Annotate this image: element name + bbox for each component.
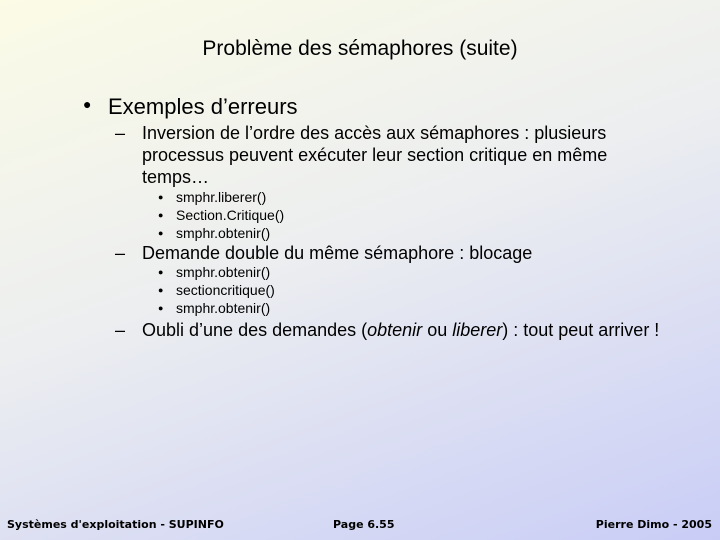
dash-icon: – — [115, 123, 126, 143]
code-line-text: sectioncritique() — [176, 282, 275, 298]
code-line-text: Section.Critique() — [176, 207, 285, 223]
bullet-icon: ● — [158, 192, 164, 202]
bullet-icon: ● — [83, 96, 92, 112]
list-item-text: Inversion de l’ordre des accès aux sémaphores : plusieurs processus peuvent exécuter leur section critique en même temps… — [142, 123, 608, 187]
emphasis-liberer: liberer — [452, 320, 503, 340]
main-bullet-text: Exemples d’erreurs — [108, 94, 298, 119]
emphasis-obtenir: obtenir — [367, 320, 423, 340]
code-line-text: smphr.liberer() — [176, 189, 267, 205]
footer-author: Pierre Dimo - 2005 — [595, 518, 712, 531]
bullet-icon: ● — [158, 285, 164, 295]
bullet-icon: ● — [158, 267, 164, 277]
slide-title: Problème des sémaphores (suite) — [202, 37, 518, 60]
bullet-icon: ● — [158, 228, 164, 238]
list-item-text — [142, 319, 672, 341]
code-line-text: smphr.obtenir() — [176, 264, 271, 280]
dash-icon: – — [115, 320, 126, 340]
code-line-text: smphr.obtenir() — [176, 225, 271, 241]
text-part: ) : tout peut arriver ! — [502, 320, 660, 340]
dash-icon: – — [115, 243, 126, 263]
footer-page-number: Page 6.55 — [333, 518, 395, 531]
code-line-text: smphr.obtenir() — [176, 300, 271, 316]
bullet-icon: ● — [158, 303, 164, 313]
text-part: Oubli d’une des demandes ( — [142, 320, 368, 340]
bullet-icon: ● — [158, 210, 164, 220]
text-part: ou — [422, 320, 453, 340]
footer-course: Systèmes d'exploitation - SUPINFO — [7, 518, 224, 531]
list-item-text: Demande double du même sémaphore : blocage — [142, 243, 533, 263]
